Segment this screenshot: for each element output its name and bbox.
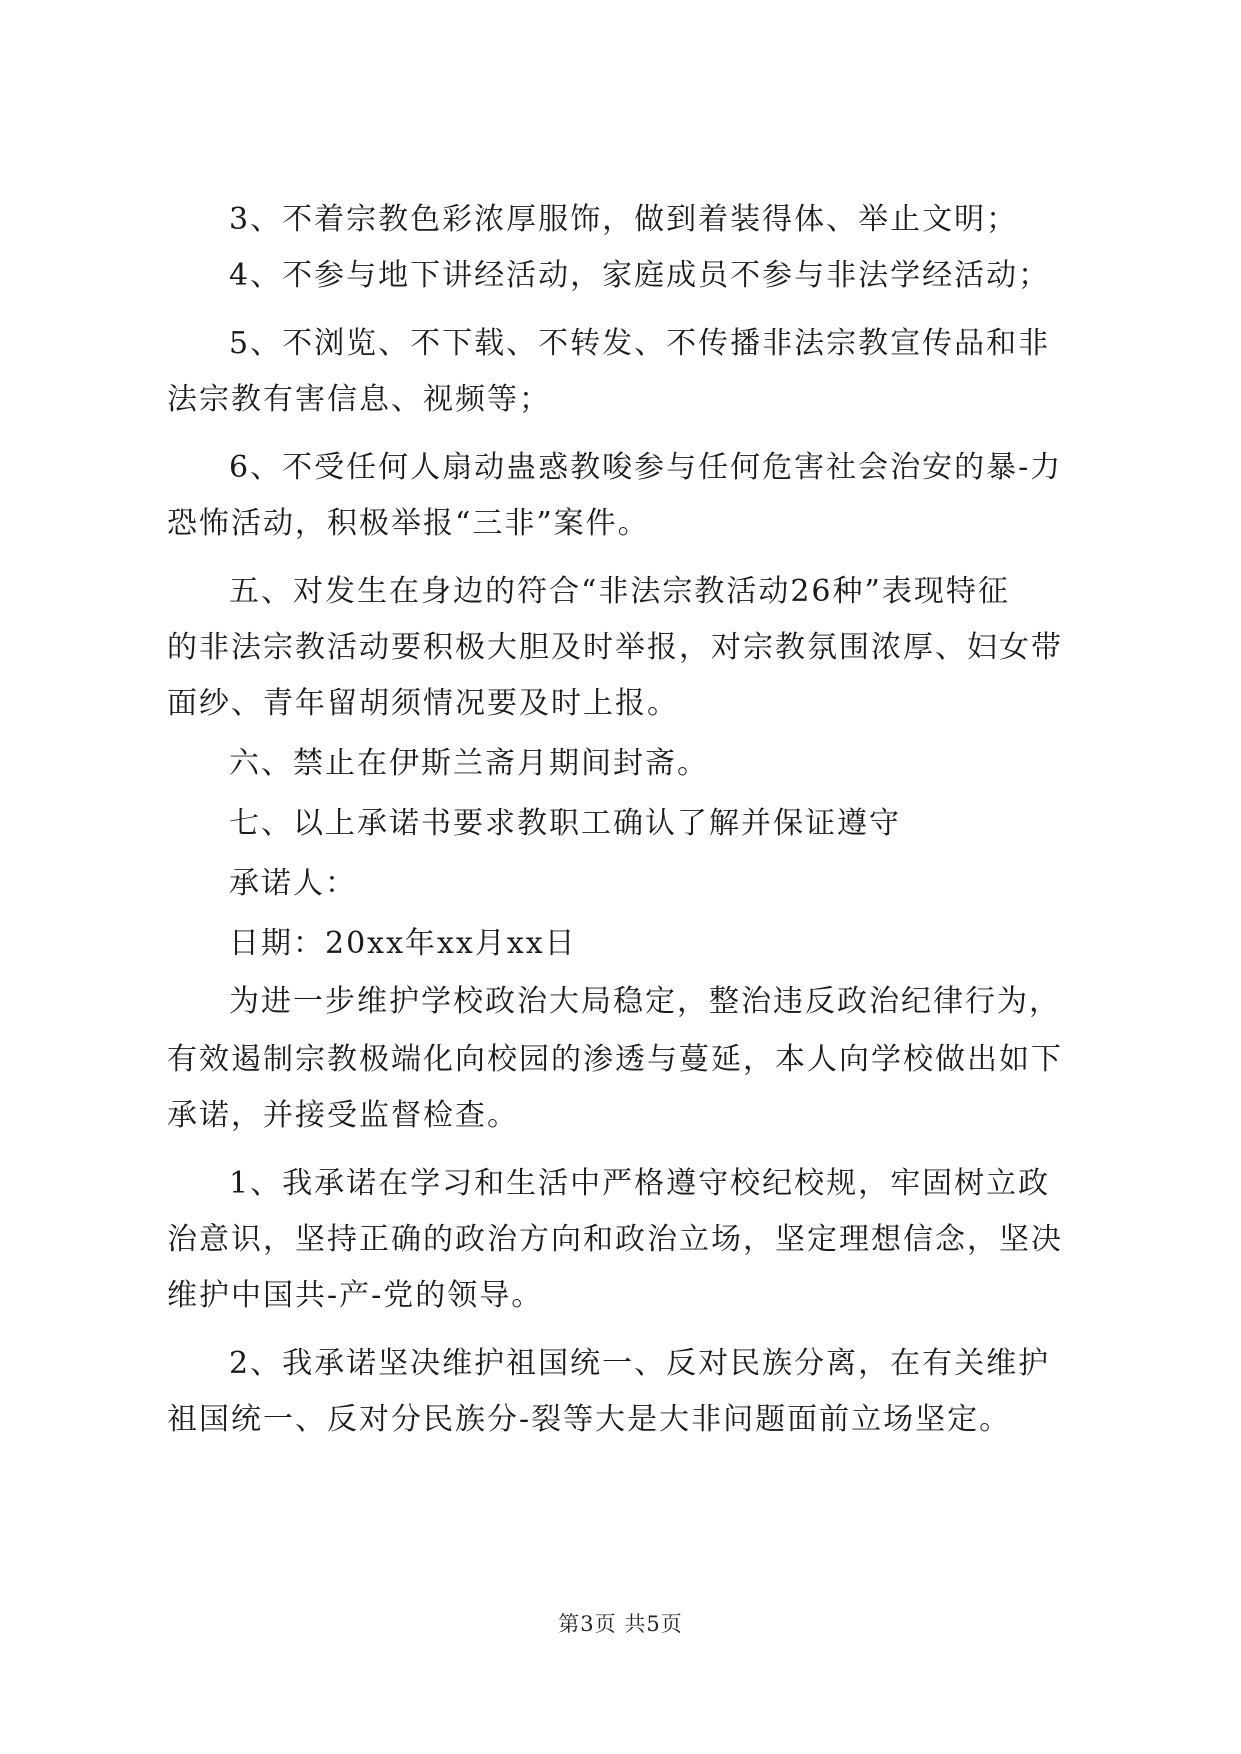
text-line: 5、不浏览、不下载、不转发、不传播非法宗教宣传品和非	[229, 326, 1051, 361]
text-line: 的非法宗教活动要积极大胆及时举报，对宗教氛围浓厚、妇女带	[167, 630, 1063, 665]
text-line: 五、对发生在身边的符合“非法宗教活动26种”表现特征	[229, 574, 1010, 609]
text-line: 面纱、青年留胡须情况要及时上报。	[167, 686, 679, 721]
text-line: 2、我承诺坚决维护祖国统一、反对民族分离，在有关维护	[229, 1346, 1051, 1381]
text-line: 承诺，并接受监督检查。	[167, 1098, 519, 1133]
text-line: 6、不受任何人扇动蛊惑教唆参与任何危害社会治安的暴-力	[229, 450, 1063, 485]
text-line: 4、不参与地下讲经活动，家庭成员不参与非法学经活动；	[229, 258, 1051, 293]
text-line: 为进一步维护学校政治大局稳定，整治违反政治纪律行为，	[229, 984, 1061, 1019]
text-line: 有效遏制宗教极端化向校园的渗透与蔓延，本人向学校做出如下	[167, 1042, 1063, 1077]
text-line: 七、以上承诺书要求教职工确认了解并保证遵守	[229, 806, 901, 841]
text-line: 维护中国共-产-党的领导。	[167, 1278, 544, 1313]
text-line: 日期：20xx年xx月xx日	[229, 926, 577, 961]
text-line: 1、我承诺在学习和生活中严格遵守校纪校规，牢固树立政	[229, 1166, 1051, 1201]
text-line: 恐怖活动，积极举报“三非”案件。	[167, 506, 650, 541]
text-line: 法宗教有害信息、视频等；	[167, 382, 551, 417]
text-line: 六、禁止在伊斯兰斋月期间封斋。	[229, 746, 709, 781]
text-line: 3、不着宗教色彩浓厚服饰，做到着装得体、举止文明；	[229, 202, 1019, 237]
text-line: 治意识，坚持正确的政治方向和政治立场，坚定理想信念，坚决	[167, 1222, 1063, 1257]
text-line: 祖国统一、反对分民族分-裂等大是大非问题面前立场坚定。	[167, 1402, 1012, 1437]
page-number-footer: 第3页 共5页	[558, 1612, 683, 1636]
text-line: 承诺人：	[229, 866, 357, 901]
